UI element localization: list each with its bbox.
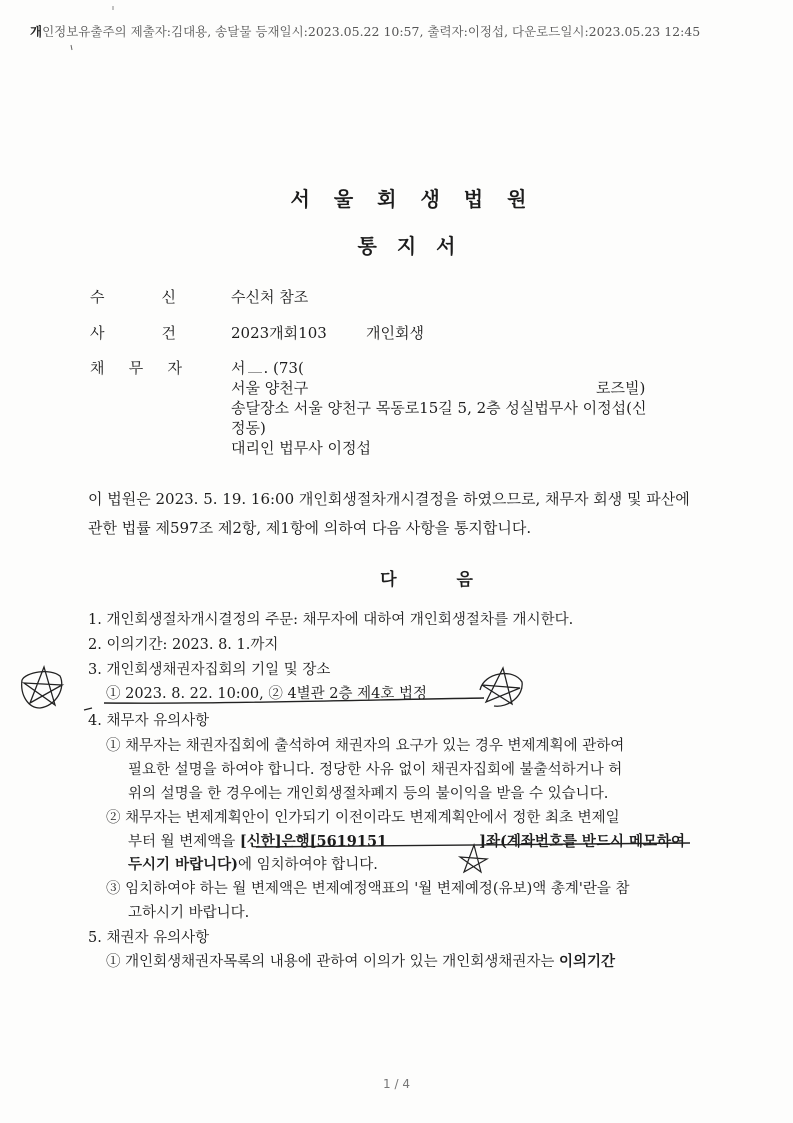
star-mark-right <box>480 668 522 706</box>
account-note: ]좌(계좌번호를 반드시 메모하여 <box>479 833 686 850</box>
item-4-1-line1: ① 채무자는 채권자집회에 출석하여 채권자의 요구가 있는 경우 변제계획에 관하여 <box>106 738 625 754</box>
court-name: 서울회생법원 <box>290 187 551 211</box>
item-5: 5. 채권자 유의사항 <box>88 930 210 946</box>
item-4: 4. 채무자 유의사항 <box>88 713 210 729</box>
case-number: 2023개회103 <box>231 324 327 342</box>
underline-mark-item3 <box>104 698 484 703</box>
service-address-cont: 정동) <box>231 419 266 437</box>
print-metadata-text: 인정보유출주의 제출자:김대용, 송달물 등재일시:2023.05.22 10:57, 출력자:이정섭, 다운로드일시:2023.05.23 12:45 <box>42 24 701 39</box>
notice-heading: 다음 <box>380 570 533 590</box>
item-4-2-line1: ② 채무자는 변제계획안이 인가되기 이전이라도 변제계획안에서 정한 최초 변제일 <box>106 810 620 826</box>
item-5-1: ① 개인회생채권자목록의 내용에 관하여 이의가 있는 개인회생채권자는 이의기간 <box>106 953 615 970</box>
item-4-1-line3: 위의 설명을 한 경우에는 개인회생절차폐지 등의 불이익을 받을 수 있습니다. <box>128 786 609 802</box>
recipient-label: 수 신 <box>90 288 176 306</box>
legal-agent: 대리인 법무사 이정섭 <box>231 439 371 457</box>
debtor-address-part1: 서울 양천구 <box>231 379 309 397</box>
item-4-3-line2: 고하시기 바랍니다. <box>128 905 250 921</box>
star-mark-account <box>460 845 487 872</box>
document-title: 통지서 <box>357 234 476 258</box>
item-3-detail: ① 2023. 8. 22. 10:00, ② 4별관 2층 제4호 법정 <box>106 686 428 702</box>
debtor-label: 채 무 자 <box>90 359 182 377</box>
bank-account: [신한]은행[5619151 <box>239 833 388 850</box>
case-label: 사 건 <box>90 324 176 342</box>
page-number: 1 / 4 <box>383 1077 410 1091</box>
tick-mark <box>84 708 92 710</box>
item-4-2-line3: 두시기 바랍니다)에 임치하여야 합니다. <box>128 856 378 873</box>
speck-mark <box>71 45 72 50</box>
service-address: 송달장소 서울 양천구 목동로15길 5, 2층 성실법무사 이정섭(신 <box>231 399 647 417</box>
case-type: 개인회생 <box>366 324 424 342</box>
recipient-value: 수신처 참조 <box>231 288 309 306</box>
item-4-3-line1: ③ 임치하여야 하는 월 변제액은 변제예정액표의 '월 변제예정(유보)액 총계'란을 참 <box>106 881 630 897</box>
star-mark-left <box>22 667 62 708</box>
print-metadata-lead: 개 <box>30 24 43 39</box>
item-2: 2. 이의기간: 2023. 8. 1.까지 <box>88 637 279 653</box>
intro-paragraph: 이 법원은 2023. 5. 19. 16:00 개인회생절차개시결정을 하였으므로, 채무자 회생 및 파산에 관한 법률 제597조 제2항, 제1항에 의하여 다음 사항을 통지합니다. <box>88 490 690 537</box>
item-4-1-line2: 필요한 설명을 하여야 합니다. 정당한 사유 없이 채권자집회에 불출석하거나 허 <box>128 762 623 778</box>
item-3: 3. 개인회생채권자집회의 기일 및 장소 <box>88 662 331 678</box>
debtor-name: 서 . (73( <box>231 359 304 377</box>
debtor-address-part2: 로즈빌) <box>596 379 646 397</box>
item-1: 1. 개인회생절차개시결정의 주문: 채무자에 대하여 개인회생절차를 개시한다. <box>88 612 574 628</box>
item-4-2-line2: 부터 월 변제액을 [신한]은행[5619151 ]좌(계좌번호를 반드시 메모하여 <box>128 833 686 850</box>
